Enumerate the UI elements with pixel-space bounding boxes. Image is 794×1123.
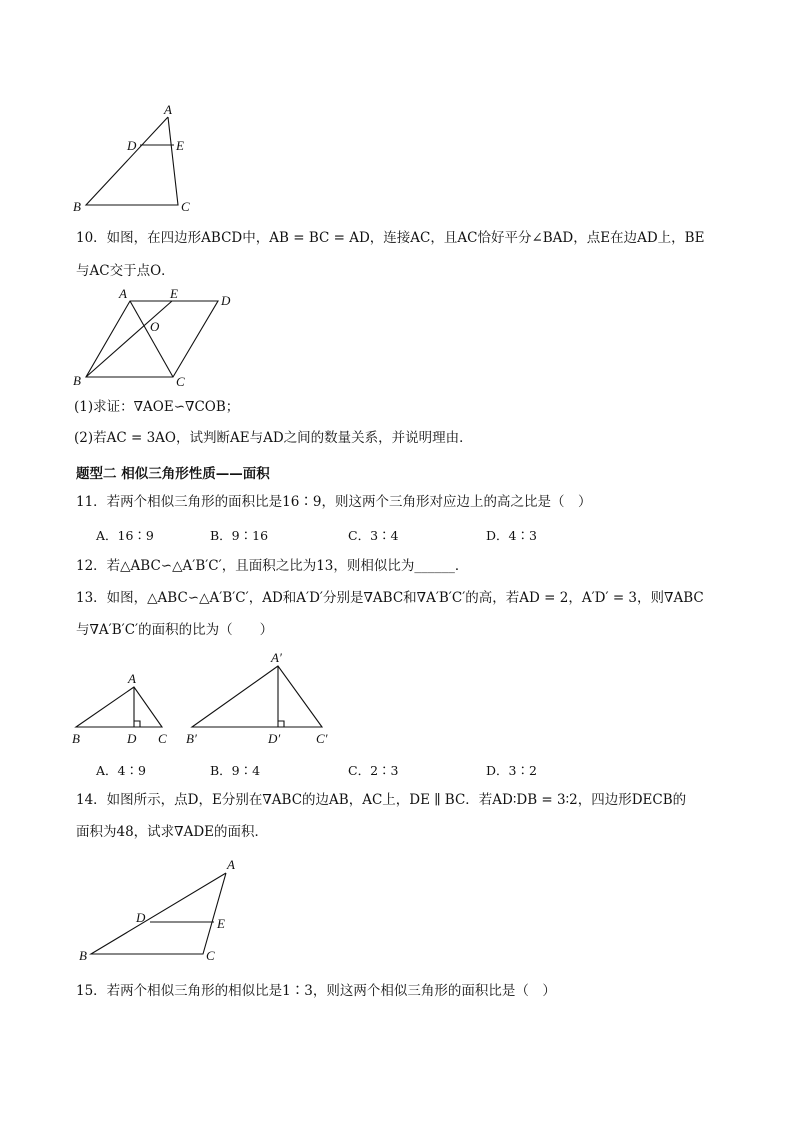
label-b: B — [72, 731, 80, 746]
triangle-outline — [91, 873, 226, 954]
label-a: A — [164, 102, 172, 117]
q10-line2: 与AC交于点O． — [76, 263, 175, 279]
q11-stem: 11．若两个相似三角形的面积比是16∶9，则这两个三角形对应边上的高之比是（ ） — [76, 494, 592, 510]
label-a-prime: A′ — [271, 650, 282, 665]
label-d: D — [136, 910, 146, 925]
label-a: A — [119, 286, 127, 301]
q11-option-b: B．9∶16 — [210, 528, 269, 543]
q11-option-c: C．3∶4 — [348, 528, 399, 543]
label-a: A — [128, 671, 136, 686]
label-c-prime: C′ — [316, 731, 328, 746]
label-b: B — [73, 199, 81, 214]
q13-option-b: B．9∶4 — [210, 763, 261, 778]
q10-part2: (2)若AC = 3AO，试判断AE与AD之间的数量关系，并说明理由． — [74, 430, 473, 446]
label-a: A — [227, 857, 235, 872]
label-o: O — [150, 319, 160, 334]
q13-option-a: A．4∶9 — [96, 763, 146, 778]
q14-line1: 14．如图所示，点D，E分别在∇ABC的边AB，AC上，DE ∥ BC．若AD∶DB = 3∶2，四边形DECB的 — [76, 792, 687, 808]
section-heading: 题型二 相似三角形性质——面积 — [76, 466, 270, 482]
q13-option-c: C．2∶3 — [348, 763, 399, 778]
label-b: B — [73, 373, 81, 388]
label-e: E — [176, 138, 184, 153]
label-b: B — [79, 948, 87, 963]
q13-line1: 13．如图，△ABC∽△A′B′C′，AD和A′D′分别是∇ABC和∇A′B′C′的高，若AD = 2，A′D′ = 3，则∇ABC — [76, 590, 704, 606]
q15-stem: 15．若两个相似三角形的相似比是1∶3，则这两个相似三角形的面积比是（ ） — [76, 983, 556, 999]
q11-option-d: D．4∶3 — [486, 528, 537, 543]
label-b-prime: B′ — [186, 731, 197, 746]
label-d: D — [127, 731, 137, 746]
q10-line1: 10．如图，在四边形ABCD中，AB = BC = AD，连接AC，且AC恰好平分∠BAD，点E在边AD上，BE — [76, 230, 705, 246]
label-c: C — [181, 199, 190, 214]
label-d: D — [221, 293, 231, 308]
q11-option-a: A．16∶9 — [96, 528, 154, 543]
q12-stem: 12．若△ABC∽△A′B′C′，且面积之比为13，则相似比为______． — [76, 558, 469, 574]
q13-line2: 与∇A′B′C′的面积的比为（ ） — [76, 622, 274, 638]
q10-part1: (1)求证：∇AOE∽∇COB； — [74, 399, 240, 415]
label-e: E — [170, 286, 178, 301]
q13-option-d: D．3∶2 — [486, 763, 537, 778]
q14-line2: 面积为48，试求∇ADE的面积． — [76, 824, 269, 840]
label-c: C — [158, 731, 167, 746]
label-d: D — [127, 138, 137, 153]
label-c: C — [206, 948, 215, 963]
label-c: C — [176, 374, 185, 389]
label-d-prime: D′ — [268, 731, 281, 746]
label-e: E — [217, 916, 225, 931]
